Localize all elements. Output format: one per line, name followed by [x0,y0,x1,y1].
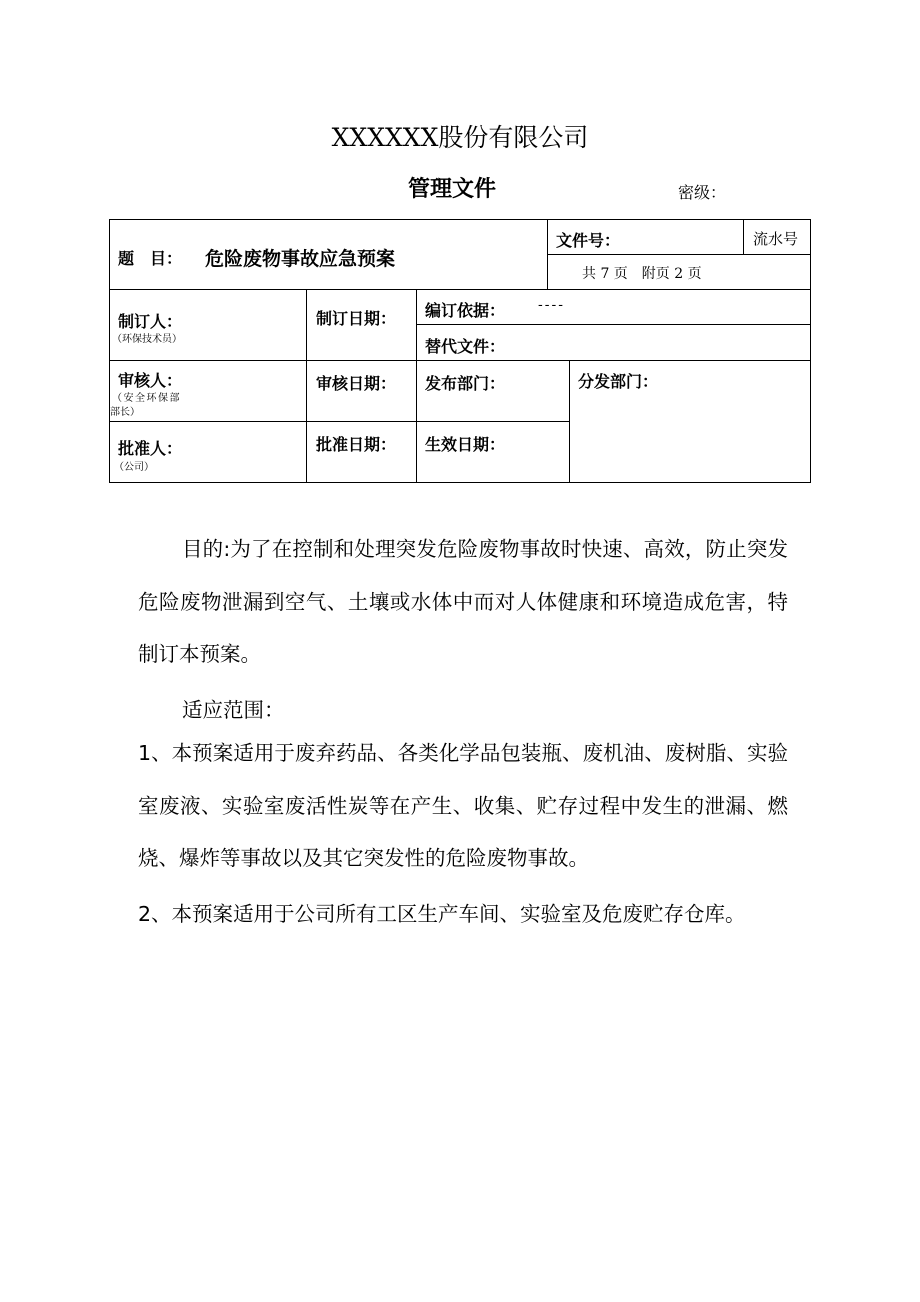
purpose-text: 为了在控制和处理突发危险废物事故时快速、高效，防止突发危险废物泄漏到空气、土壤或水体中而对人体健康和环境造成危害，特制订本预案。 [138,537,788,666]
row2-bottom [109,360,811,361]
scope-item-2: 2、本预案适用于公司所有工区生产车间、实验室及危废贮存仓库。 [138,901,746,926]
row1-divider-serial [743,219,744,254]
purpose-paragraph [138,523,788,681]
basis-value: ---- [538,297,565,313]
secret-level-label: 密级： [678,183,727,202]
row1-divider-title [547,219,548,290]
approver-label: 批准人： [118,439,183,458]
purpose-label: 目的: [182,537,231,561]
scope-item-1: 1、本预案适用于废弃药品、各类化学品包装瓶、废机油、废树脂、实验室废液、实验室废活性炭等在产生、收集、贮存过程中发生的泄漏、燃烧、爆炸等事故以及其它突发性的危险废物事故。 [138,741,788,870]
row3-bottom-left [109,421,570,422]
col-divider-3 [569,360,570,483]
table-border-bottom [109,482,811,483]
drafter-label: 制订人： [118,312,183,331]
table-border-left [109,219,110,483]
document-body [138,523,788,736]
replace-doc-label: 替代文件： [425,337,506,356]
row1-bottom [109,289,811,290]
reviewer-label: 审核人： [118,371,183,390]
basis-label: 编订依据： [425,301,506,320]
col-divider-2 [416,289,417,483]
distribution-department-label: 分发部门： [578,372,659,391]
table-border-top [109,219,811,220]
effective-date-label: 生效日期： [425,435,506,454]
draft-date-label: 制订日期： [316,309,397,328]
reviewer-note-line2: 部长） [110,407,140,418]
table-border-right [810,219,811,483]
doc-number-label: 文件号： [556,231,621,250]
drafter-note: （环保技术员） [112,334,182,345]
company-title: XXXXXX股份有限公司 [331,123,589,152]
approve-date-label: 批准日期： [316,435,397,454]
issue-department-label: 发布部门： [425,374,506,393]
review-date-label: 审核日期： [316,374,397,393]
basis-row-bottom [416,324,811,325]
document-type-title: 管理文件 [408,177,497,202]
col-divider-1 [306,289,307,483]
scope-label: 适应范围： [182,697,285,722]
title-label: 题 目： [118,249,183,268]
scope-items [138,727,788,940]
approver-note: （公司） [114,462,154,473]
row1-inner-h [547,254,811,255]
reviewer-note-line1: （安全环保部 [112,393,181,404]
title-value: 危险废物事故应急预案 [205,248,396,270]
page-count: 共 7 页 附页 2 页 [582,266,702,282]
serial-number-label: 流水号 [753,230,799,248]
